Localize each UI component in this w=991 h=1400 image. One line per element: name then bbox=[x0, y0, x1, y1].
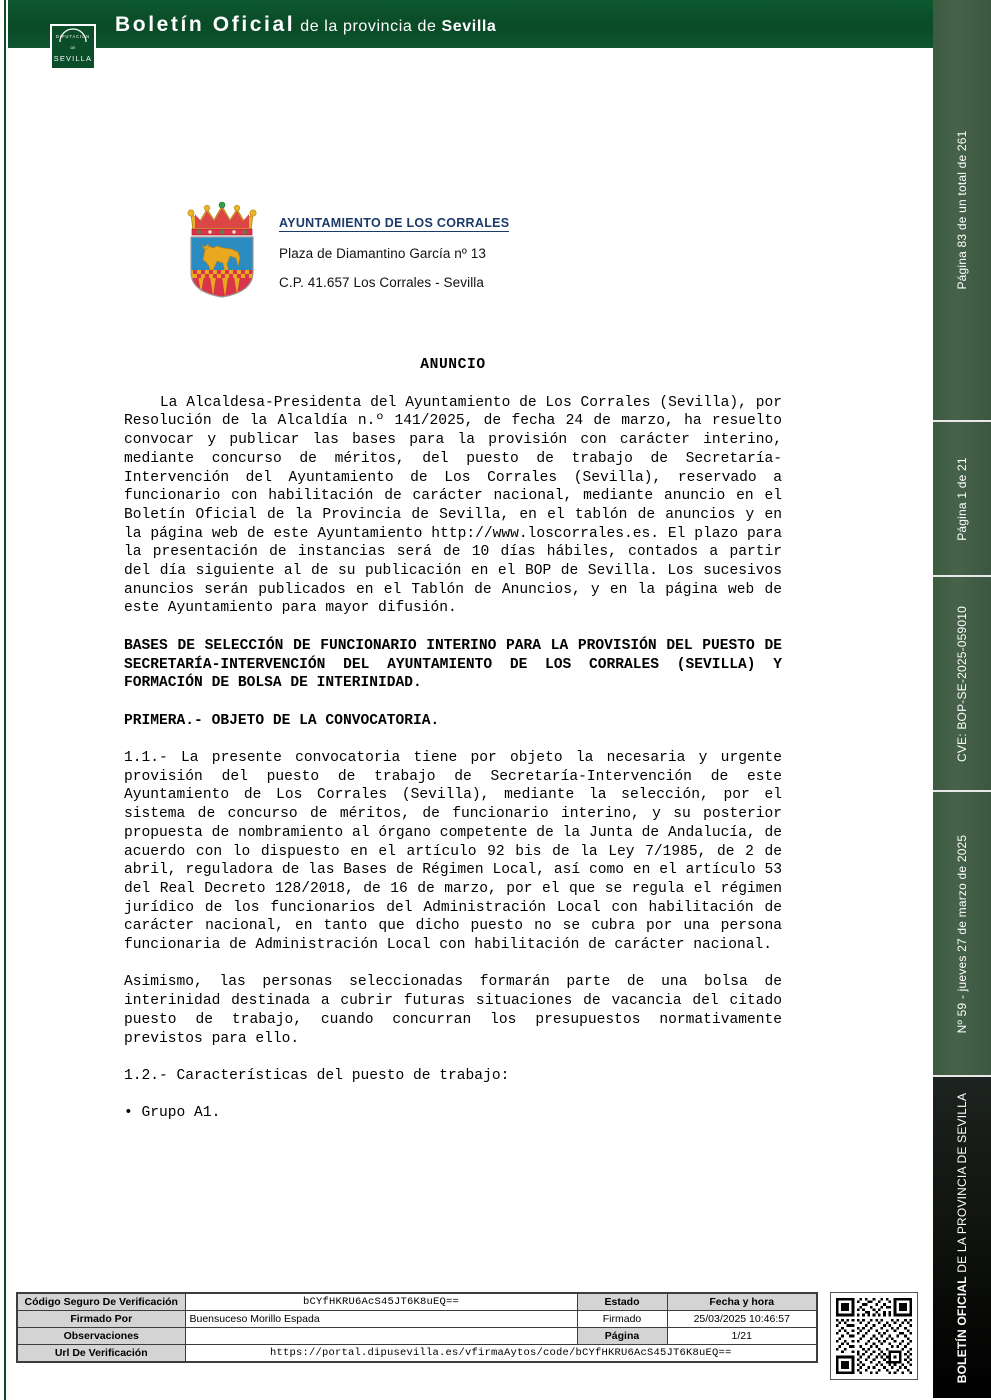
table-row bbox=[17, 1345, 817, 1363]
table-row bbox=[17, 1293, 817, 1311]
letterhead-entity-name: AYUNTAMIENTO DE LOS CORRALES bbox=[279, 216, 510, 230]
section-primera-heading: PRIMERA.- OBJETO DE LA CONVOCATORIA. bbox=[124, 712, 440, 729]
signature-verification-table bbox=[16, 1292, 818, 1363]
paragraph-intro: La Alcaldesa-Presidenta del Ayuntamiento de Los Corrales (Sevilla), por Resolución de la Alcaldía n.º 141/2025, de fecha 24 de marzo, ha resuelto convocar y publicar las bases para la provisión con carácter interino, mediante concurso de méritos, del puesto de trabajo de Secretaría-Intervención del Ayuntamiento de Los Corrales (Sevilla), reservado a funcionario con habilitación de carácter nacional, mediante anuncio en el Boletín Oficial de la Provincia de Sevilla, en el tablón de anuncios y en la página web de este Ayuntamiento http://www.loscorrales.es. El plazo para la presentación de instancias será de 10 días hábiles, contados a partir del día siguiente al de su publicación en el BOP de Sevilla. Los sucesivos anuncios serán publicados en el Tablón de Anuncios, y en la página web de este Ayuntamiento para mayor difusión. bbox=[124, 394, 791, 617]
table-row bbox=[17, 1328, 817, 1345]
csv-label: Código Seguro De Verificación bbox=[17, 1293, 185, 1311]
sidebar-label-page-doc: Página 1 de 21 bbox=[955, 456, 969, 541]
spacer bbox=[124, 1086, 782, 1105]
estado-label: Estado bbox=[577, 1293, 667, 1311]
signature-verification-area bbox=[16, 1292, 919, 1380]
letterhead-address: Plaza de Diamantino García nº 13 bbox=[279, 246, 486, 261]
pagina-label: Página bbox=[577, 1328, 667, 1345]
verification-qr-code[interactable] bbox=[830, 1292, 918, 1380]
paragraph-1-2: 1.2.- Características del puesto de trabajo: bbox=[124, 1067, 510, 1084]
los-corrales-coat-of-arms-icon bbox=[183, 200, 261, 298]
sidebar-segment-issue bbox=[933, 790, 991, 1075]
spacer bbox=[124, 730, 782, 749]
svg-text:DIPUTACION: DIPUTACION bbox=[56, 34, 90, 39]
estado-value: Firmado bbox=[577, 1311, 667, 1328]
qr-code-icon bbox=[836, 1298, 912, 1374]
fecha-hora-label: Fecha y hora bbox=[667, 1293, 817, 1311]
url-verificacion-label: Url De Verificación bbox=[17, 1345, 185, 1363]
sidebar-segment-pages-total bbox=[933, 0, 991, 420]
table-row bbox=[17, 1311, 817, 1328]
paragraph-1-1: 1.1.- La presente convocatoria tiene por objeto la necesaria y urgente provisión del puesto de trabajo de Secretaría-Intervención de este Ayuntamiento de Los Corrales (Sevilla), mediante la selección, por el sistema de concurso de méritos, de funcionario interino, y su posterior propuesta de nombramiento al órgano competente de la Junta de Andalucía, de acuerdo con lo dispuesto en el artículo 92 bis de la Ley 7/1985, de 2 de abril, reguladora de las Bases de Régimen Local, así como en el artículo 53 del Real Decreto 128/2018, de 16 de marzo, por el que se regula el régimen jurídico de los funcionarios del Administración Local con habilitación de carácter nacional, en tanto que dicho puesto no se cubra por una persona funcionaria de Administración Local con habilitación de carácter nacional. bbox=[124, 750, 791, 954]
sidebar-segment-page-doc bbox=[933, 420, 991, 575]
sidebar-segment-footer bbox=[933, 1075, 991, 1398]
fecha-hora-value: 25/03/2025 10:46:57 bbox=[667, 1311, 817, 1328]
municipal-letterhead bbox=[183, 200, 509, 298]
sidebar-footer-rest: DE LA PROVINCIA DE SEVILLA bbox=[955, 1092, 969, 1276]
spacer bbox=[124, 618, 782, 637]
announcement-text-block bbox=[124, 356, 791, 1123]
observaciones-label: Observaciones bbox=[17, 1328, 185, 1345]
masthead-title-sub: de la provincia de bbox=[295, 17, 442, 35]
spacer bbox=[124, 1048, 782, 1067]
spacer bbox=[124, 955, 782, 974]
pagina-value: 1/21 bbox=[667, 1328, 817, 1345]
masthead-banner bbox=[8, 0, 933, 48]
sidebar-segment-cve bbox=[933, 575, 991, 790]
left-green-rule bbox=[4, 0, 6, 1400]
sidebar-label-issue: Nº 59 - jueves 27 de marzo de 2025 bbox=[955, 834, 969, 1033]
document-body bbox=[8, 48, 933, 1280]
csv-value: bCYfHKRU6AcS45JT6K8uEQ== bbox=[185, 1293, 577, 1311]
url-verificacion-value: https://portal.dipusevilla.es/vfirmaAytos/code/bCYfHKRU6AcS45JT6K8uEQ== bbox=[185, 1345, 817, 1363]
sidebar-label-pages-total: Página 83 de un total de 261 bbox=[955, 130, 969, 290]
vertical-metadata-sidebar bbox=[933, 0, 991, 1400]
observaciones-value bbox=[185, 1328, 577, 1345]
spacer bbox=[124, 693, 782, 712]
firmado-por-value: Buensuceso Morillo Espada bbox=[185, 1311, 577, 1328]
sidebar-footer-bold: BOLETÍN OFICIAL bbox=[955, 1275, 969, 1383]
svg-text:DE: DE bbox=[70, 46, 76, 50]
diputacion-sevilla-logo bbox=[50, 24, 96, 70]
bullet-grupo-a1: • Grupo A1. bbox=[124, 1105, 221, 1122]
firmado-por-label: Firmado Por bbox=[17, 1311, 185, 1328]
bases-title: BASES DE SELECCIÓN DE FUNCIONARIO INTERINO PARA LA PROVISIÓN DEL PUESTO DE SECRETARÍA-INTERVENCIÓN DEL AYUNTAMIENTO DE LOS CORRALES (SEVILLA) Y FORMACIÓN DE BOLSA DE INTERINIDAD. bbox=[124, 637, 782, 692]
svg-text:SEVILLA: SEVILLA bbox=[53, 54, 93, 63]
masthead-title-place: Sevilla bbox=[441, 17, 497, 35]
diputacion-logo-icon bbox=[52, 26, 94, 68]
masthead-title-main: Boletín Oficial bbox=[115, 12, 296, 36]
letterhead-postal: C.P. 41.657 Los Corrales - Sevilla bbox=[279, 275, 485, 290]
sidebar-label-cve: CVE: BOP-SE-2025-059010 bbox=[955, 605, 969, 762]
masthead-title bbox=[115, 14, 496, 35]
sidebar-label-footer bbox=[955, 1092, 969, 1382]
announcement-heading: ANUNCIO bbox=[420, 357, 486, 373]
paragraph-asimismo: Asimismo, las personas seleccionadas formarán parte de una bolsa de interinidad destinada a cubrir futuras situaciones de vacancia del citado puesto de trabajo, cuando concurran los presupuestos normativamente previstos para ello. bbox=[124, 974, 791, 1047]
